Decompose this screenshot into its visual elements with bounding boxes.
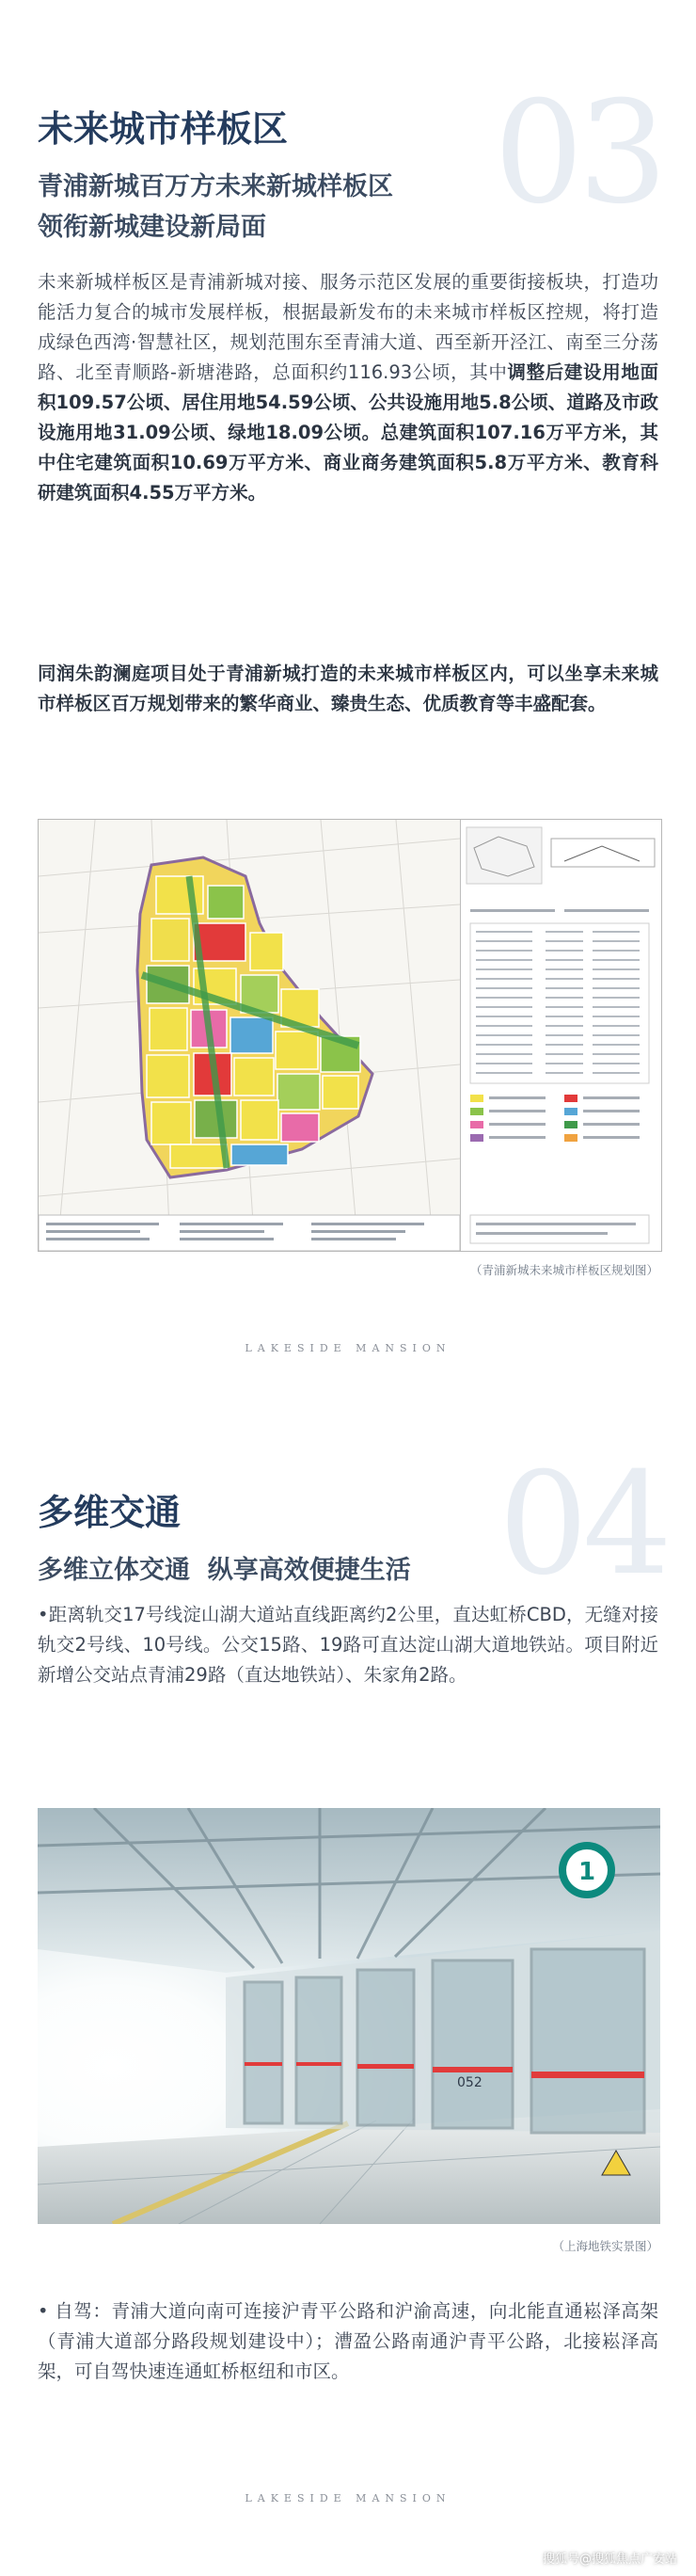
metro-photo (38, 1808, 660, 2224)
section-number-04: 04 (498, 1443, 667, 1607)
paragraph-bold-text: 调整后建设用地面积109.57公顷、居住用地54.59公顷、公共设施用地5.8公顷、道路及市政设施用地31.09公顷、绿地18.09公顷。总建筑面积107.16万平方米，其中住宅建筑面积10.69万平方米、商业商务建筑面积5.8万平方米、教育科研建筑面积4.55万平方米。 (38, 361, 658, 504)
section-paragraph (38, 267, 658, 508)
section-title: 未来城市样板区 (38, 107, 289, 150)
map-legend-drawing (461, 820, 662, 1251)
paragraph-bold-text-2: 同润朱韵澜庭项目处于青浦新城打造的未来城市样板区内，可以坐享未来城市样板区百万规划带来的繁华商业、臻贵生态、优质教育等丰盛配套。 (38, 663, 658, 714)
map-caption: （青浦新城未来城市样板区规划图） (469, 1263, 658, 1277)
section-title: 多维交通 (38, 1491, 182, 1533)
section-number-03: 03 (494, 72, 662, 235)
paragraph-normal-text: 未来新城样板区是青浦新城对接、服务示范区发展的重要街接板块，打造功能活力复合的城市发展样板，根据最新发布的未来城市样板区控规，将打造成绿色西湾·智慧社区，规划范围东至青浦大道、西至新开泾江、南至三分荡路、北至青顺路-新塘港路，总面积约116.93公顷，其中 (38, 271, 658, 383)
metro-photo-drawing (38, 1808, 660, 2224)
watermark: 搜狐号@搜狐焦点广安站 (542, 2552, 677, 2567)
section-paragraph-2: • 自驾：青浦大道向南可连接沪青平公路和沪渝高速，向北能直通崧泽高架（青浦大道部分路段规划建设中）；漕盈公路南通沪青平公路，北接崧泽高架，可自驾快速连通虹桥枢纽和市区。 (38, 2300, 658, 2382)
platform-sign-number: 1 (577, 1858, 596, 1886)
photo-caption: （上海地铁实景图） (552, 2239, 658, 2253)
section-paragraph-2 (38, 659, 658, 719)
section-subtitle-line1: 青浦新城百万方未来新城样板区 (38, 172, 393, 201)
section-subtitle-line2: 领衔新城建设新局面 (38, 213, 266, 242)
section-paragraph: •距离轨交17号线淀山湖大道站直线距离约2公里，直达虹桥CBD，无缝对接轨交2号线、10号线。公交15路、19路可直达淀山湖大道地铁站。项目附近新增公交站点青浦29路（直达地铁站）、朱家角2路。 (38, 1604, 658, 1686)
planning-map-drawing (39, 820, 460, 1251)
section-subtitle: 多维立体交通 纵享高效便捷生活 (38, 1556, 411, 1585)
planning-map (38, 819, 662, 1252)
map-legend-panel (460, 820, 662, 1251)
brand-mark: LAKESIDE MANSION (245, 1342, 451, 1354)
train-car-number: 052 (457, 2075, 482, 2090)
section-04 (0, 1443, 696, 2576)
brand-mark-2: LAKESIDE MANSION (245, 2492, 451, 2504)
